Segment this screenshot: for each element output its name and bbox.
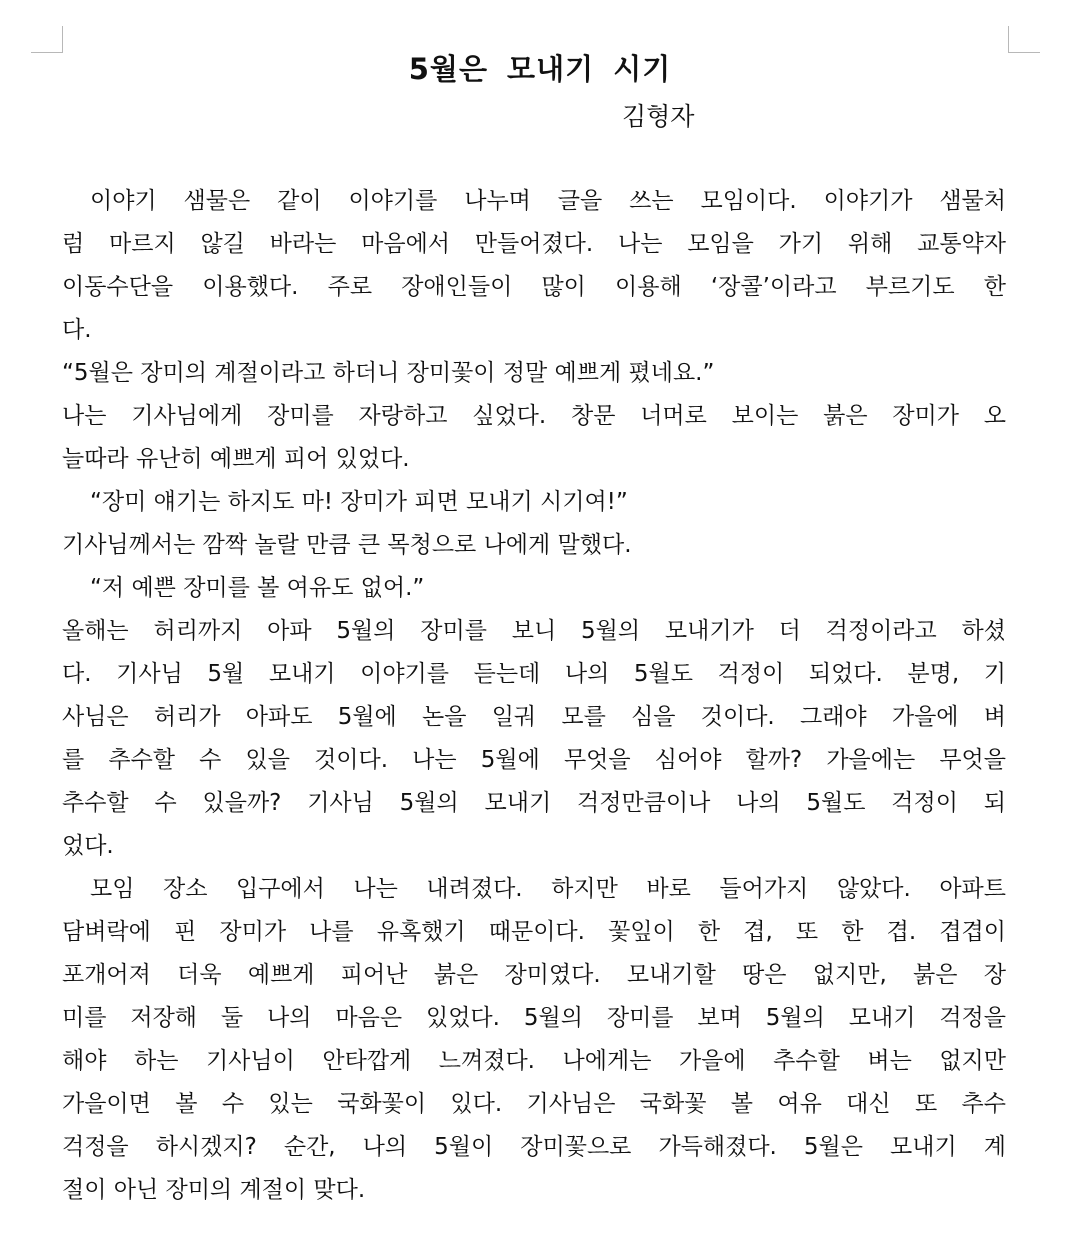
document-body (62, 180, 1006, 1212)
text-line: 기사님께서는 깜짝 놀랄 만큼 큰 목청으로 나에게 말했다. (62, 532, 632, 558)
text-line: 해야 하는 기사님이 안타깝게 느껴졌다. 나에게는 가을에 추수할 벼는 없지만 (62, 1048, 1006, 1074)
text-line: 나는 기사님에게 장미를 자랑하고 싶었다. 창문 너머로 보이는 붉은 장미가 오 (62, 403, 1006, 429)
text-line: 담벼락에 핀 장미가 나를 유혹했기 때문이다. 꽃잎이 한 겹, 또 한 겹. 겹겹이 (62, 919, 1006, 945)
text-line: 추수할 수 있을까? 기사님 5월의 모내기 걱정만큼이나 나의 5월도 걱정이 되 (62, 790, 1006, 816)
text-line: 를 추수할 수 있을 것이다. 나는 5월에 무엇을 심어야 할까? 가을에는 무엇을 (62, 747, 1006, 773)
text-line: “저 예쁜 장미를 볼 여유도 없어.” (90, 575, 425, 601)
text-line: 었다. (62, 833, 114, 859)
text-line: 이동수단을 이용했다. 주로 장애인들이 많이 이용해 ‘장콜’이라고 부르기도 한 (62, 274, 1006, 300)
text-line: 가을이면 볼 수 있는 국화꽃이 있다. 기사님은 국화꽃 볼 여유 대신 또 추수 (62, 1091, 1006, 1117)
text-line: 다. (62, 317, 92, 343)
text-line: 절이 아닌 장미의 계절이 맞다. (62, 1177, 366, 1203)
text-line: 늘따라 유난히 예쁘게 피어 있었다. (62, 446, 410, 472)
text-line: 걱정을 하시겠지? 순간, 나의 5월이 장미꽃으로 가득해졌다. 5월은 모내기 계 (62, 1134, 1006, 1160)
text-line: “5월은 장미의 계절이라고 하더니 장미꽃이 정말 예쁘게 폈네요.” (62, 360, 715, 386)
text-line: 이야기 샘물은 같이 이야기를 나누며 글을 쓰는 모임이다. 이야기가 샘물처 (90, 188, 1006, 214)
text-line: 포개어져 더욱 예쁘게 피어난 붉은 장미였다. 모내기할 땅은 없지만, 붉은 장 (62, 962, 1006, 988)
text-line: 럼 마르지 않길 바라는 마음에서 만들어졌다. 나는 모임을 가기 위해 교통약자 (62, 231, 1006, 257)
document-author: 김형자 (622, 102, 695, 131)
text-line: 다. 기사님 5월 모내기 이야기를 듣는데 나의 5월도 걱정이 되었다. 분명, 기 (62, 661, 1006, 687)
document-title: 5월은 모내기 시기 (408, 52, 672, 86)
text-line: 미를 저장해 둘 나의 마음은 있었다. 5월의 장미를 보며 5월의 모내기 걱정을 (62, 1005, 1006, 1031)
text-line: 올해는 허리까지 아파 5월의 장미를 보니 5월의 모내기가 더 걱정이라고 하셨 (62, 618, 1006, 644)
text-line: 사님은 허리가 아파도 5월에 논을 일궈 모를 심을 것이다. 그래야 가을에 벼 (62, 704, 1006, 730)
text-line: 모임 장소 입구에서 나는 내려졌다. 하지만 바로 들어가지 않았다. 아파트 (90, 876, 1006, 902)
text-line: “장미 얘기는 하지도 마! 장미가 피면 모내기 시기여!” (90, 489, 628, 515)
